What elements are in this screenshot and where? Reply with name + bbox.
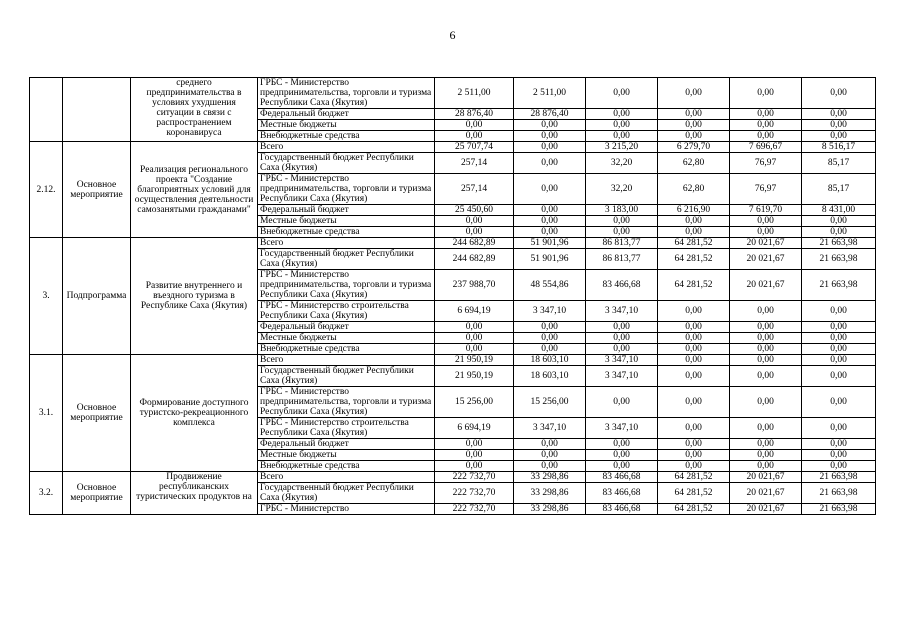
amount-year: 51 901,96 — [514, 249, 586, 270]
amount-year: 0,00 — [586, 131, 658, 142]
amount-year: 3 347,10 — [514, 418, 586, 439]
amount-year: 0,00 — [802, 333, 876, 344]
amount-year: 64 281,52 — [658, 483, 730, 504]
funding-source: Всего — [258, 355, 435, 366]
amount-total: 0,00 — [435, 120, 514, 131]
amount-year: 64 281,52 — [658, 238, 730, 249]
amount-total: 0,00 — [435, 131, 514, 142]
amount-year: 0,00 — [586, 120, 658, 131]
funding-source: Внебюджетные средства — [258, 131, 435, 142]
amount-total: 0,00 — [435, 216, 514, 227]
amount-year: 85,17 — [802, 174, 876, 205]
amount-year: 0,00 — [514, 450, 586, 461]
amount-year: 0,00 — [658, 301, 730, 322]
amount-year: 0,00 — [586, 227, 658, 238]
amount-year: 0,00 — [658, 322, 730, 333]
amount-year: 0,00 — [730, 301, 802, 322]
amount-year: 0,00 — [730, 333, 802, 344]
amount-year: 28 876,40 — [514, 109, 586, 120]
amount-year: 20 021,67 — [730, 238, 802, 249]
amount-year: 0,00 — [658, 366, 730, 387]
amount-year: 0,00 — [586, 344, 658, 355]
amount-year: 83 466,68 — [586, 504, 658, 515]
amount-year: 64 281,52 — [658, 472, 730, 483]
amount-year: 86 813,77 — [586, 249, 658, 270]
amount-year: 0,00 — [658, 355, 730, 366]
amount-year: 0,00 — [514, 439, 586, 450]
amount-total: 0,00 — [435, 333, 514, 344]
funding-source: Всего — [258, 238, 435, 249]
amount-year: 32,20 — [586, 153, 658, 174]
item-type: Основное мероприятие — [63, 472, 131, 515]
budget-table — [29, 77, 876, 515]
page-number: 6 — [449, 28, 456, 42]
amount-year: 20 021,67 — [730, 270, 802, 301]
funding-source: Всего — [258, 142, 435, 153]
amount-year: 2 511,00 — [514, 78, 586, 109]
item-name: Развитие внутреннего и въездного туризма в Республике Саха (Якутия) — [131, 238, 258, 355]
table-row — [30, 78, 876, 109]
funding-source: ГРБС - Министерство строительства Республики Саха (Якутия) — [258, 418, 435, 439]
amount-year: 0,00 — [514, 131, 586, 142]
amount-year: 0,00 — [802, 109, 876, 120]
funding-source: Государственный бюджет Республики Саха (Якутия) — [258, 153, 435, 174]
item-type — [63, 78, 131, 142]
amount-year: 0,00 — [586, 78, 658, 109]
funding-source: Местные бюджеты — [258, 120, 435, 131]
table-body — [30, 78, 876, 515]
amount-year: 0,00 — [802, 344, 876, 355]
amount-total: 257,14 — [435, 174, 514, 205]
item-type: Подпрограмма — [63, 238, 131, 355]
amount-year: 48 554,86 — [514, 270, 586, 301]
amount-year: 0,00 — [514, 205, 586, 216]
funding-source: ГРБС - Министерство предпринимательства, торговли и туризма Республики Саха (Якутия) — [258, 174, 435, 205]
amount-year: 6 216,90 — [658, 205, 730, 216]
amount-year: 0,00 — [802, 322, 876, 333]
item-name: среднего предпринимательства в условиях ухудшения ситуации в связи с распространением коронавируса — [131, 78, 258, 142]
amount-year: 64 281,52 — [658, 270, 730, 301]
amount-year: 64 281,52 — [658, 504, 730, 515]
amount-year: 0,00 — [730, 216, 802, 227]
amount-year: 0,00 — [586, 461, 658, 472]
amount-year: 85,17 — [802, 153, 876, 174]
amount-year: 6 279,70 — [658, 142, 730, 153]
amount-year: 86 813,77 — [586, 238, 658, 249]
amount-year: 20 021,67 — [730, 483, 802, 504]
amount-year: 0,00 — [658, 439, 730, 450]
amount-total: 6 694,19 — [435, 418, 514, 439]
funding-source: Всего — [258, 472, 435, 483]
amount-year: 64 281,52 — [658, 249, 730, 270]
amount-year: 3 347,10 — [514, 301, 586, 322]
amount-year: 0,00 — [802, 301, 876, 322]
amount-year: 0,00 — [658, 344, 730, 355]
amount-year: 20 021,67 — [730, 504, 802, 515]
amount-year: 7 619,70 — [730, 205, 802, 216]
amount-year: 62,80 — [658, 174, 730, 205]
item-number: 3.2. — [30, 472, 63, 515]
amount-year: 0,00 — [514, 120, 586, 131]
amount-year: 0,00 — [586, 109, 658, 120]
amount-total: 0,00 — [435, 344, 514, 355]
amount-total: 0,00 — [435, 322, 514, 333]
item-number: 3. — [30, 238, 63, 355]
amount-year: 32,20 — [586, 174, 658, 205]
amount-year: 0,00 — [514, 153, 586, 174]
amount-year: 0,00 — [658, 78, 730, 109]
amount-year: 18 603,10 — [514, 366, 586, 387]
funding-source: Государственный бюджет Республики Саха (Якутия) — [258, 366, 435, 387]
amount-year: 0,00 — [658, 227, 730, 238]
amount-year: 33 298,86 — [514, 504, 586, 515]
funding-source: ГРБС - Министерство предпринимательства, торговли и туризма Республики Саха (Якутия) — [258, 270, 435, 301]
amount-year: 3 347,10 — [586, 355, 658, 366]
amount-year: 0,00 — [514, 142, 586, 153]
amount-year: 0,00 — [658, 450, 730, 461]
funding-source: Местные бюджеты — [258, 450, 435, 461]
amount-year: 3 183,00 — [586, 205, 658, 216]
amount-year: 0,00 — [730, 418, 802, 439]
amount-total: 0,00 — [435, 450, 514, 461]
funding-source: Внебюджетные средства — [258, 461, 435, 472]
amount-year: 0,00 — [802, 78, 876, 109]
amount-year: 0,00 — [730, 322, 802, 333]
amount-year: 83 466,68 — [586, 483, 658, 504]
amount-year: 21 663,98 — [802, 249, 876, 270]
funding-source: Государственный бюджет Республики Саха (Якутия) — [258, 483, 435, 504]
item-number — [30, 78, 63, 142]
funding-source: Федеральный бюджет — [258, 439, 435, 450]
item-name: Формирование доступного туристско-рекреационного комплекса — [131, 355, 258, 472]
amount-year: 0,00 — [730, 450, 802, 461]
item-number: 2.12. — [30, 142, 63, 238]
table-row — [30, 238, 876, 249]
amount-year: 0,00 — [730, 227, 802, 238]
amount-year: 0,00 — [586, 439, 658, 450]
amount-year: 21 663,98 — [802, 238, 876, 249]
amount-year: 0,00 — [802, 461, 876, 472]
amount-year: 0,00 — [730, 439, 802, 450]
amount-year: 0,00 — [586, 333, 658, 344]
item-name: Реализация регионального проекта "Создание благоприятных условий для осуществления деятельности самозанятыми гражданами" — [131, 142, 258, 238]
amount-year: 0,00 — [802, 439, 876, 450]
amount-year: 33 298,86 — [514, 483, 586, 504]
amount-year: 15 256,00 — [514, 387, 586, 418]
amount-year: 0,00 — [730, 78, 802, 109]
funding-source: ГРБС - Министерство предпринимательства, торговли и туризма Республики Саха (Якутия) — [258, 387, 435, 418]
amount-total: 0,00 — [435, 439, 514, 450]
funding-source: Местные бюджеты — [258, 333, 435, 344]
amount-year: 0,00 — [586, 387, 658, 418]
amount-year: 0,00 — [730, 344, 802, 355]
amount-year: 7 696,67 — [730, 142, 802, 153]
amount-year: 20 021,67 — [730, 472, 802, 483]
funding-source: Федеральный бюджет — [258, 205, 435, 216]
table-row — [30, 355, 876, 366]
amount-year: 51 901,96 — [514, 238, 586, 249]
amount-year: 33 298,86 — [514, 472, 586, 483]
amount-year: 83 466,68 — [586, 472, 658, 483]
amount-year: 0,00 — [658, 333, 730, 344]
amount-year: 0,00 — [730, 120, 802, 131]
amount-year: 0,00 — [802, 120, 876, 131]
amount-year: 0,00 — [658, 216, 730, 227]
amount-total: 244 682,89 — [435, 249, 514, 270]
amount-year: 8 431,00 — [802, 205, 876, 216]
amount-total: 0,00 — [435, 227, 514, 238]
funding-source: Внебюджетные средства — [258, 227, 435, 238]
item-name: Продвижение республиканских туристических продуктов на — [131, 472, 258, 515]
amount-total: 6 694,19 — [435, 301, 514, 322]
item-type: Основное мероприятие — [63, 355, 131, 472]
amount-year: 0,00 — [802, 450, 876, 461]
item-number: 3.1. — [30, 355, 63, 472]
amount-year: 21 663,98 — [802, 483, 876, 504]
amount-year: 0,00 — [730, 109, 802, 120]
amount-year: 0,00 — [514, 344, 586, 355]
amount-total: 21 950,19 — [435, 355, 514, 366]
table-row — [30, 472, 876, 483]
amount-year: 76,97 — [730, 174, 802, 205]
funding-source: ГРБС - Министерство — [258, 504, 435, 515]
amount-year: 20 021,67 — [730, 249, 802, 270]
amount-year: 0,00 — [514, 333, 586, 344]
funding-source: ГРБС - Министерство предпринимательства, торговли и туризма Республики Саха (Якутия) — [258, 78, 435, 109]
amount-total: 28 876,40 — [435, 109, 514, 120]
amount-year: 3 347,10 — [586, 418, 658, 439]
funding-source: Государственный бюджет Республики Саха (Якутия) — [258, 249, 435, 270]
amount-year: 8 516,17 — [802, 142, 876, 153]
amount-year: 0,00 — [658, 120, 730, 131]
amount-year: 0,00 — [730, 131, 802, 142]
funding-source: Федеральный бюджет — [258, 322, 435, 333]
amount-year: 0,00 — [586, 322, 658, 333]
amount-total: 25 707,74 — [435, 142, 514, 153]
amount-year: 0,00 — [658, 387, 730, 418]
amount-year: 0,00 — [586, 450, 658, 461]
amount-year: 0,00 — [658, 131, 730, 142]
amount-year: 0,00 — [514, 227, 586, 238]
amount-year: 0,00 — [658, 418, 730, 439]
amount-year: 0,00 — [802, 387, 876, 418]
amount-total: 222 732,70 — [435, 472, 514, 483]
amount-year: 0,00 — [514, 461, 586, 472]
amount-year: 62,80 — [658, 153, 730, 174]
amount-year: 3 347,10 — [586, 301, 658, 322]
amount-year: 0,00 — [514, 174, 586, 205]
amount-total: 0,00 — [435, 461, 514, 472]
amount-total: 25 450,60 — [435, 205, 514, 216]
amount-year: 0,00 — [514, 322, 586, 333]
amount-year: 0,00 — [802, 366, 876, 387]
amount-year: 21 663,98 — [802, 472, 876, 483]
amount-year: 0,00 — [802, 216, 876, 227]
amount-total: 15 256,00 — [435, 387, 514, 418]
amount-year: 0,00 — [730, 387, 802, 418]
table-row — [30, 142, 876, 153]
amount-total: 21 950,19 — [435, 366, 514, 387]
amount-year: 3 215,20 — [586, 142, 658, 153]
amount-year: 3 347,10 — [586, 366, 658, 387]
funding-source: Внебюджетные средства — [258, 344, 435, 355]
funding-source: Местные бюджеты — [258, 216, 435, 227]
funding-source: Федеральный бюджет — [258, 109, 435, 120]
amount-total: 237 988,70 — [435, 270, 514, 301]
amount-year: 83 466,68 — [586, 270, 658, 301]
amount-year: 0,00 — [730, 366, 802, 387]
amount-year: 0,00 — [802, 131, 876, 142]
amount-total: 222 732,70 — [435, 483, 514, 504]
funding-source: ГРБС - Министерство строительства Республики Саха (Якутия) — [258, 301, 435, 322]
amount-year: 0,00 — [802, 227, 876, 238]
amount-total: 257,14 — [435, 153, 514, 174]
amount-year: 0,00 — [730, 355, 802, 366]
amount-year: 76,97 — [730, 153, 802, 174]
amount-year: 0,00 — [802, 355, 876, 366]
amount-total: 222 732,70 — [435, 504, 514, 515]
amount-year: 0,00 — [586, 216, 658, 227]
amount-total: 2 511,00 — [435, 78, 514, 109]
amount-year: 21 663,98 — [802, 270, 876, 301]
amount-year: 18 603,10 — [514, 355, 586, 366]
amount-year: 0,00 — [658, 109, 730, 120]
amount-year: 21 663,98 — [802, 504, 876, 515]
amount-total: 244 682,89 — [435, 238, 514, 249]
item-type: Основное мероприятие — [63, 142, 131, 238]
amount-year: 0,00 — [658, 461, 730, 472]
amount-year: 0,00 — [802, 418, 876, 439]
amount-year: 0,00 — [514, 216, 586, 227]
amount-year: 0,00 — [730, 461, 802, 472]
